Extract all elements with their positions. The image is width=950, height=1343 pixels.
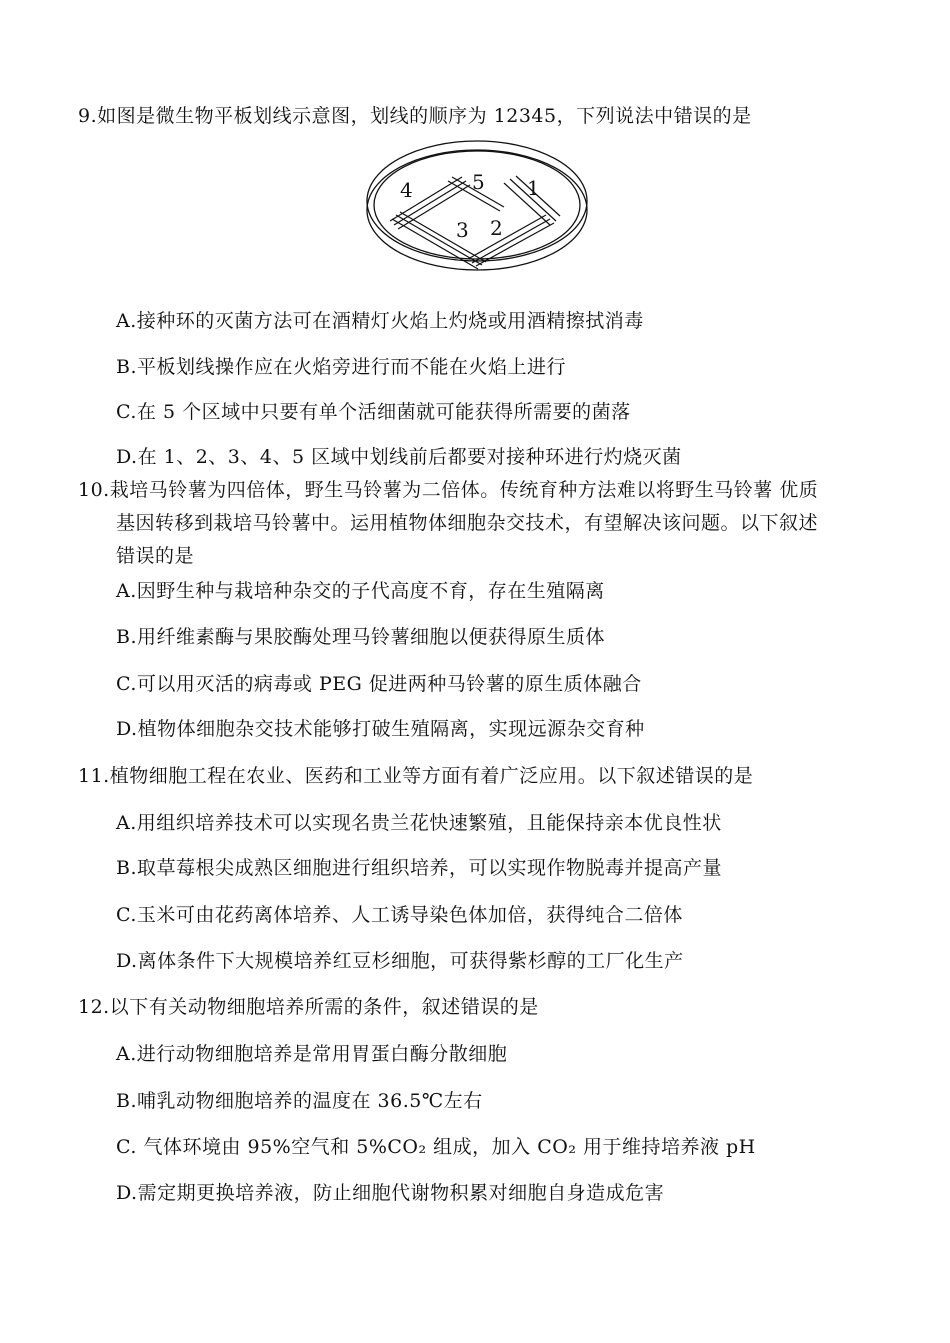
question-10-stem-line-1: 10.栽培马铃薯为四倍体，野生马铃薯为二倍体。传统育种方法难以将野生马铃薯 优质	[78, 479, 819, 501]
question-10-option-d: D.植物体细胞杂交技术能够打破生殖隔离，实现远源杂交育种	[116, 718, 645, 740]
region-label-3: 3	[456, 218, 469, 242]
question-9-option-b: B.平板划线操作应在火焰旁进行而不能在火焰上进行	[116, 356, 567, 378]
region-label-1: 1	[527, 176, 540, 200]
question-12-option-c: C. 气体环境由 95%空气和 5%CO₂ 组成，加入 CO₂ 用于维持培养液 pH	[116, 1136, 756, 1158]
question-10-option-c: C.可以用灭活的病毒或 PEG 促进两种马铃薯的原生质体融合	[116, 673, 642, 695]
question-11-option-a: A.用组织培养技术可以实现名贵兰花快速繁殖，且能保持亲本优良性状	[116, 812, 722, 834]
question-9-option-d: D.在 1、2、3、4、5 区域中划线前后都要对接种环进行灼烧灭菌	[116, 446, 682, 468]
region-label-2: 2	[490, 216, 503, 240]
question-11-option-b: B.取草莓根尖成熟区细胞进行组织培养，可以实现作物脱毒并提高产量	[116, 857, 723, 879]
streak-plate-figure	[362, 135, 592, 285]
question-10-stem-line-3: 错误的是	[116, 545, 195, 567]
question-12-stem: 12.以下有关动物细胞培养所需的条件，叙述错误的是	[78, 996, 539, 1018]
question-10-option-a: A.因野生种与栽培种杂交的子代高度不育，存在生殖隔离	[116, 580, 605, 602]
question-11-option-c: C.玉米可由花药离体培养、人工诱导染色体加倍，获得纯合二倍体	[116, 904, 683, 926]
question-10-stem-line-2: 基因转移到栽培马铃薯中。运用植物体细胞杂交技术，有望解决该问题。以下叙述	[116, 512, 819, 534]
question-12-option-b: B.哺乳动物细胞培养的温度在 36.5℃左右	[116, 1090, 483, 1112]
question-9-option-c: C.在 5 个区域中只要有单个活细菌就可能获得所需要的菌落	[116, 401, 631, 423]
question-11-option-d: D.离体条件下大规模培养红豆杉细胞，可获得紫杉醇的工厂化生产	[116, 950, 684, 972]
question-12-option-a: A.进行动物细胞培养是常用胃蛋白酶分散细胞	[116, 1043, 508, 1065]
question-10-option-b: B.用纤维素酶与果胶酶处理马铃薯细胞以便获得原生质体	[116, 626, 606, 648]
question-12-option-d: D.需定期更换培养液，防止细胞代谢物积累对细胞自身造成危害	[116, 1182, 665, 1204]
dish-inner-rim	[374, 151, 580, 259]
region-label-4: 4	[400, 178, 413, 202]
region-label-5: 5	[472, 170, 485, 194]
question-11-stem: 11.植物细胞工程在农业、医药和工业等方面有着广泛应用。以下叙述错误的是	[78, 765, 754, 787]
question-9-stem: 9.如图是微生物平板划线示意图，划线的顺序为 12345，下列说法中错误的是	[78, 105, 752, 127]
question-9-option-a: A.接种环的灭菌方法可在酒精灯火焰上灼烧或用酒精擦拭消毒	[116, 310, 644, 332]
